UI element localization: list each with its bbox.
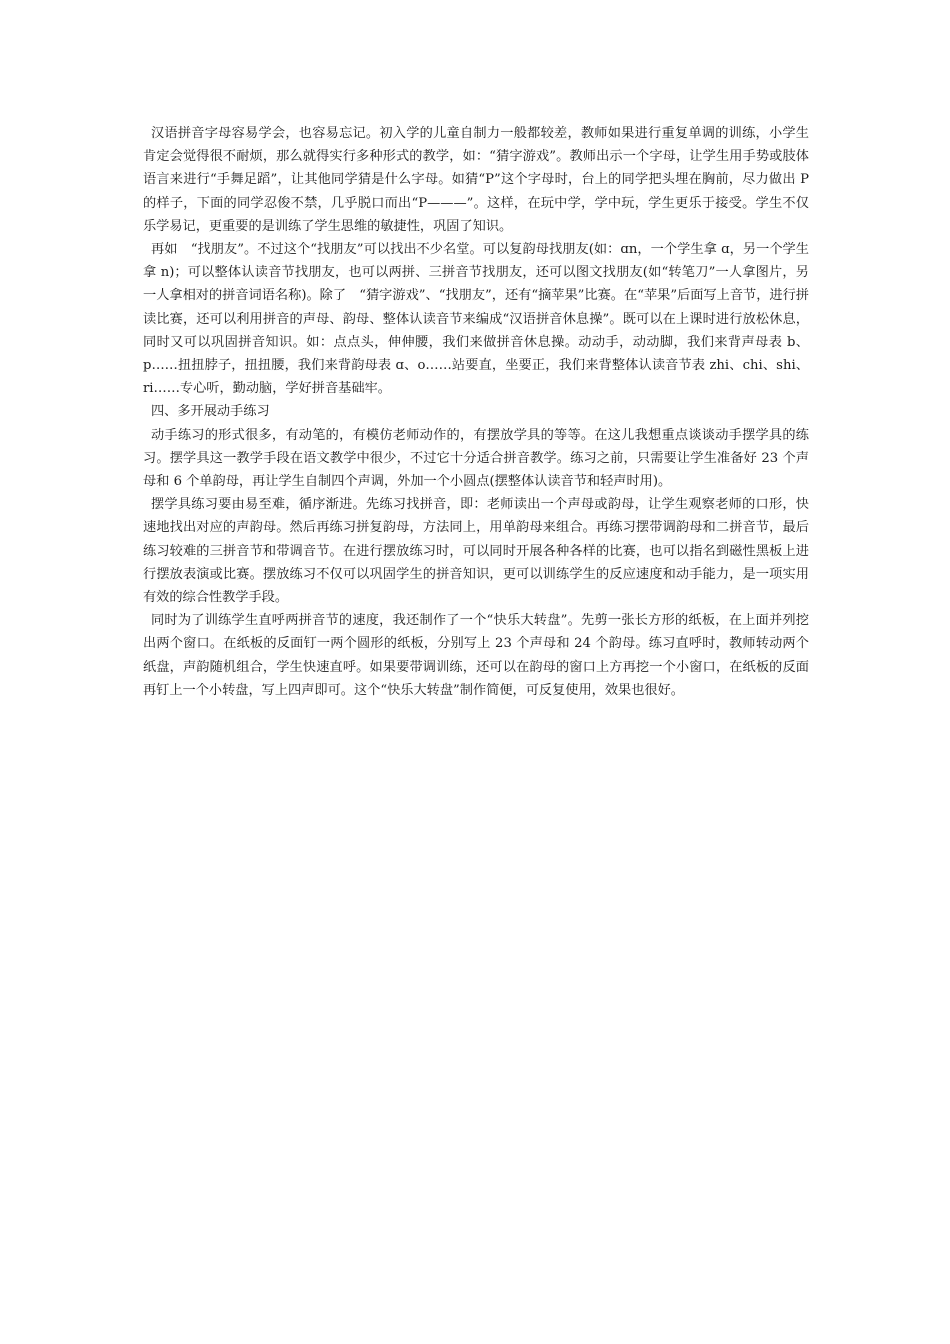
paragraph-manipulatives: 摆学具练习要由易至难，循序渐进。先练习找拼音，即：老师读出一个声母或韵母，让学生观察老师的口形，快速地找出对应的声韵母。然后再练习拼复韵母，方法同上，用单韵母来组合。再练习摆带调韵母和二拼音节，最后练习较难的三拼音节和带调音节。在进行摆放练习时，可以同时开展各种各样的比赛，也可以指名到磁性黑板上进行摆放表演或比赛。摆放练习不仅可以巩固学生的拼音知识，更可以训练学生的反应速度和动手能力，是一项实用有效的综合性教学手段。	[143, 497, 809, 606]
section-heading-hands-on: 四、多开展动手练习	[151, 404, 270, 420]
document-body	[143, 122, 809, 702]
paragraph-letter-games: 汉语拼音字母容易学会，也容易忘记。初入学的儿童自制力一般都较差，教师如果进行重复单调的训练，小学生肯定会觉得很不耐烦，那么就得实行多种形式的教学，如：“猜字游戏”。教师出示一个字母，让学生用手势或肢体语言来进行“手舞足蹈”，让其他同学猜是什么字母。如猜“P”这个字母时，台上的同学把头埋在胸前，尽力做出 P 的样子，下面的同学忍俊不禁，几乎脱口而出“P———”。这样，在玩中学，学中玩，学生更乐于接受。学生不仅乐学易记，更重要的是训练了学生思维的敏捷性，巩固了知识。	[143, 126, 809, 234]
paragraph-hands-on-intro: 动手练习的形式很多，有动笔的，有模仿老师动作的，有摆放学具的等等。在这儿我想重点谈谈动手摆学具的练习。摆学具这一教学手段在语文教学中很少，不过它十分适合拼音教学。练习之前，只需要让学生准备好 23 个声母和 6 个单韵母，再让学生自制四个声调，外加一个小圆点(摆整体认读音节和轻声时用)。	[143, 427, 809, 490]
paragraph-find-friends: 再如 “找朋友”。不过这个“找朋友”可以找出不少名堂。可以复韵母找朋友(如：ɑn，一个学生拿 ɑ，另一个学生拿 n)；可以整体认读音节找朋友，也可以两拼、三拼音节找朋友，还可以图文找朋友(如“转笔刀”一人拿图片，另一人拿相对的拼音词语名称)。除了 “猜字游戏”、“找朋友”，还有“摘苹果”比赛。在“苹果”后面写上音节，进行拼读比赛，还可以利用拼音的声母、韵母、整体认读音节来编成“汉语拼音休息操”。既可以在上课时进行放松休息，同时又可以巩固拼音知识。如：点点头，伸伸腰，我们来做拼音休息操。动动手，动动脚，我们来背声母表 b、p……扭扭脖子，扭扭腰，我们来背韵母表 ɑ、o……站要直，坐要正，我们来背整体认读音节表 zhi、chi、shi、ri……专心听，勤动脑，学好拼音基础牢。	[143, 242, 809, 397]
paragraph-happy-wheel: 同时为了训练学生直呼两拼音节的速度，我还制作了一个“快乐大转盘”。先剪一张长方形的纸板，在上面并列挖出两个窗口。在纸板的反面钉一两个圆形的纸板，分别写上 23 个声母和 24 个韵母。练习直呼时，教师转动两个纸盘，声韵随机组合，学生快速直呼。如果要带调训练，还可以在韵母的窗口上方再挖一个小窗口，在纸板的反面再钉上一个小转盘，写上四声即可。这个“快乐大转盘”制作简便，可反复使用，效果也很好。	[143, 613, 809, 698]
